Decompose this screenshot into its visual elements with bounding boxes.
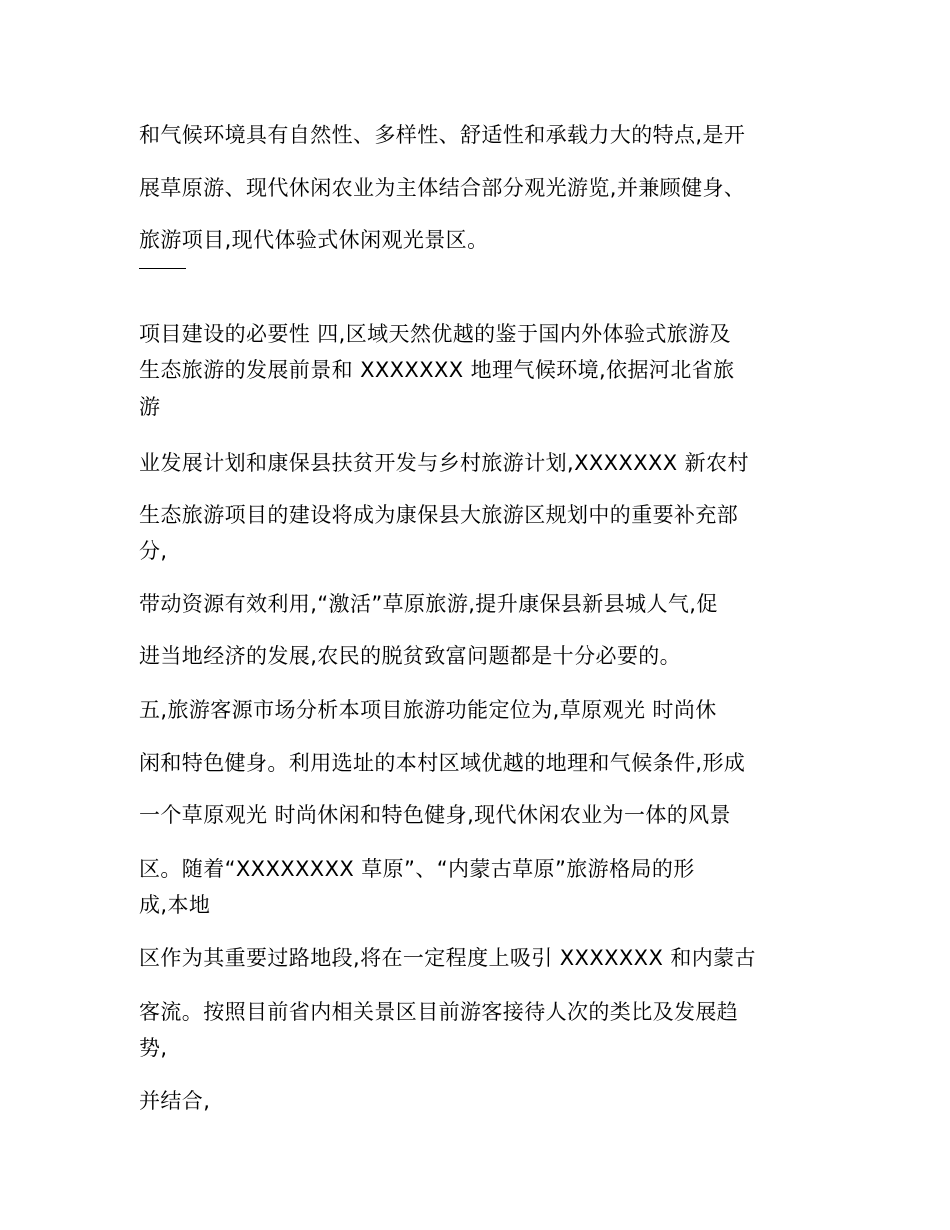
- text-line-10: 带动资源有效利用,“激活”草原旅游,提升康保县新县城人气,促: [139, 592, 718, 616]
- text-line-4: 项目建设的必要性 四,区域天然优越的鉴于国内外体验式旅游及: [139, 322, 731, 346]
- text-line-20: 并结合,: [139, 1089, 211, 1113]
- horizontal-rule: [139, 268, 186, 269]
- text-line-2: 展草原游、现代休闲农业为主体结合部分观光游览,并兼顾健身、: [139, 176, 746, 200]
- text-line-18: 客流。按照目前省内相关景区目前游客接待人次的类比及发展趋: [139, 1000, 739, 1024]
- text-line-13: 闲和特色健身。利用选址的本村区域优越的地理和气候条件,形成: [139, 751, 746, 775]
- text-line-8: 生态旅游项目的建设将成为康保县大旅游区规划中的重要补充部: [139, 503, 739, 527]
- text-line-3: 旅游项目,现代体验式休闲观光景区。: [139, 228, 489, 252]
- text-line-11: 进当地经济的发展,农民的脱贫致富问题都是十分必要的。: [139, 644, 682, 668]
- text-line-6: 游: [139, 395, 161, 419]
- text-line-5: 生态旅游的发展前景和 XXXXXXX 地理气候环境,依据河北省旅: [139, 358, 735, 382]
- text-line-12: 五,旅游客源市场分析本项目旅游功能定位为,草原观光 时尚休: [139, 698, 717, 722]
- text-line-19: 势,: [139, 1036, 168, 1060]
- text-line-15: 区。随着“XXXXXXXX 草原”、“内蒙古草原”旅游格局的形: [139, 857, 695, 881]
- text-line-7: 业发展计划和康保县扶贫开发与乡村旅游计划,XXXXXXX 新农村: [139, 451, 749, 475]
- text-line-14: 一个草原观光 时尚休闲和特色健身,现代休闲农业为一体的风景: [139, 803, 731, 827]
- text-line-1: 和气候环境具有自然性、多样性、舒适性和承载力大的特点,是开: [139, 123, 746, 147]
- text-line-9: 分,: [139, 539, 168, 563]
- text-line-17: 区作为其重要过路地段,将在一定程度上吸引 XXXXXXX 和内蒙古: [139, 946, 756, 970]
- text-line-16: 成,本地: [139, 893, 211, 917]
